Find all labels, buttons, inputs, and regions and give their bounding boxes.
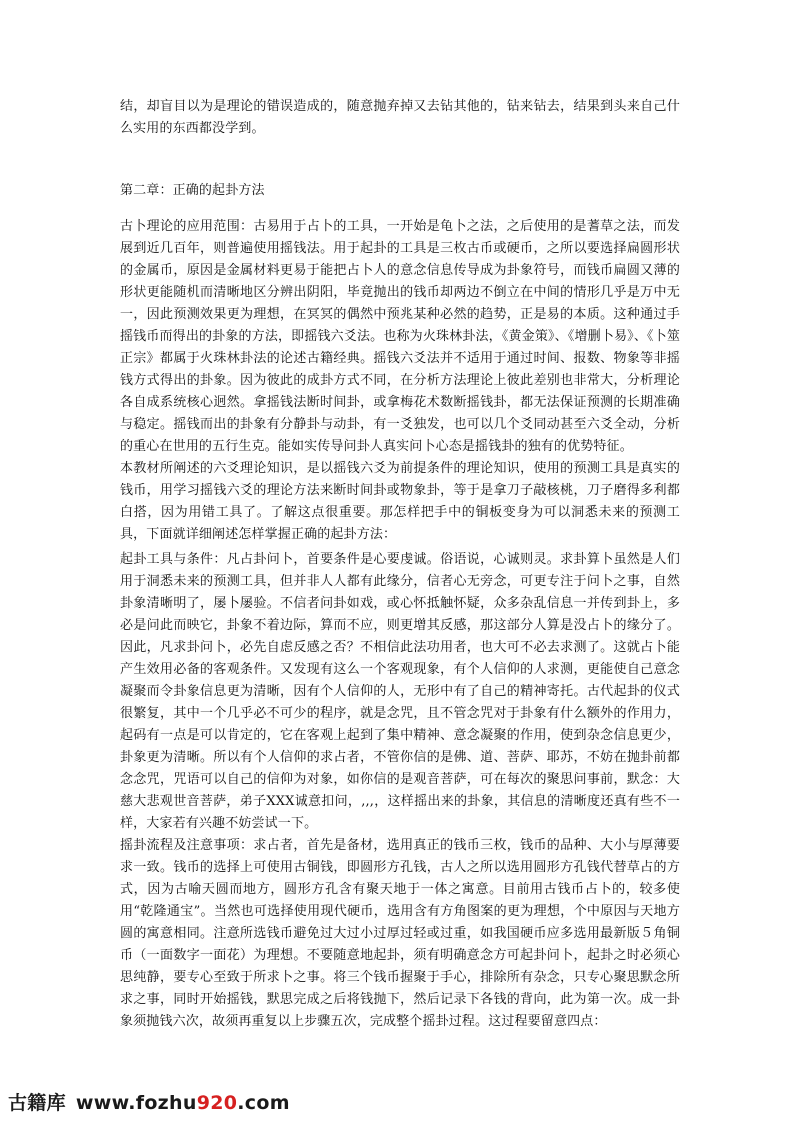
chapter-heading: 第二章：正确的起卦方法 [120,183,265,198]
watermark-url-number: 920 [196,1092,238,1114]
body-paragraph: 本教材所阐述的六爻理论知识，是以摇钱六爻为前提条件的理论知识，使用的预测工具是真实的钱币，用学习摇钱六爻的理论方法来断时间卦或物象卦，等于是拿刀子敲核桃，刀子磨得多利都白搭，因为用错工具了。了解这点很重要。那怎样把手中的铜板变身为可以洞悉未来的预测工具，下面就详细阐述怎样掌握正确的起卦方法： [120,461,680,542]
site-watermark [8,1088,290,1118]
body-paragraph: 古卜理论的应用范围：古易用于占卜的工具，一开始是龟卜之法，之后使用的是蓍草之法，而发展到近几百年，则普遍使用摇钱法。用于起卦的工具是三枚古币或硬币，之所以要选择扁圆形状的金属币，原因是金属材料更易于能把占卜人的意念信息传导成为卦象符号，而钱币扁圆又薄的形状更能随机而清晰地区分辨出阴阳，毕竟抛出的钱币却两边不倒立在中间的情形几乎是万中无一，因此预测效果更为理想，在冥冥的偶然中预兆某种必然的趋势，正是易的本质。这种通过手摇钱币而得出的卦象的方法，即摇钱六爻法。也称为火珠林卦法，《黄金策》、《增删卜易》、《卜筮正宗》都属于火珠林卦法的论述古籍经典。摇钱六爻法并不适用于通过时间、报数、物象等非摇钱方式得出的卦象。因为彼此的成卦方式不同，在分析方法理论上彼此差别也非常大，分析理论各自成系统核心迥然。拿摇钱法断时间卦，或拿梅花术数断摇钱卦，都无法保证预测的长期准确与稳定。摇钱而出的卦象有分静卦与动卦，有一爻独发，也可以几个爻同动甚至六爻全动，分析的重心在世用的五行生克。能如实传导问卦人真实问卜心态是摇钱卦的独有的优势特征。 [120,219,680,454]
body-paragraph: 起卦工具与条件：凡占卦问卜，首要条件是心要虔诚。俗语说，心诚则灵。求卦算卜虽然是人们用于洞悉未来的预测工具，但并非人人都有此缘分，信者心无旁念，可更专注于问卜之事，自然卦象清晰明了，屡卜屡验。不信者问卦如戏，或心怀抵触怀疑，众多杂乱信息一并传到卦上，多必是问此而映它，卦象不着边际，算而不应，则更增其反感，那这部分人算是没占卜的缘分了。因此，凡求卦问卜，必先自虑反感之否？不相信此法功用者，也大可不必去求测了。这就占卜能产生效用必备的客观条件。又发现有这么一个客观现象，有个人信仰的人求测，更能使自己意念凝聚而令卦象信息更为清晰，因有个人信仰的人，无形中有了自己的精神寄托。古代起卦的仪式很繁复，其中一个几乎必不可少的程序，就是念咒，且不管念咒对于卦象有什么额外的作用力，起码有一点是可以肯定的，它在客观上起到了集中精神、意念凝聚的作用，使到杂念信息更少，卦象更为清晰。所以有个人信仰的求占者，不管你信的是佛、道、菩萨、耶苏，不妨在抛卦前都念念咒，咒语可以自己的信仰为对象，如你信的是观音菩萨，可在每次的聚思问事前，默念：大慈大悲观世音菩萨，弟子XXX诚意扣问，,,,，这样摇出来的卦象，其信息的清晰度还真有些不一样，大家若有兴趣不妨尝试一下。 [120,552,680,831]
section-theory-scope [120,216,680,546]
watermark-brand: 古籍库 [8,1092,66,1114]
section-tools-and-process [120,549,680,1033]
chapter-heading-block [120,180,680,202]
body-paragraph: 摇卦流程及注意事项：求占者，首先是备材，选用真正的钱币三枚，钱币的品种、大小与厚薄要求一致。钱币的选择上可使用古铜钱，即圆形方孔钱，古人之所以选用圆形方孔钱代替草占的方式，因为古喻天圆而地方，圆形方孔含有聚天地于一体之寓意。目前用古钱币占卜的，较多使用“乾隆通宝”。当然也可选择使用现代硬币，选用含有方角图案的更为理想，个中原因与天地方圆的寓意相同。注意所选钱币避免过大过小过厚过轻或过重，如我国硬币应多选用最新版５角铜币（一面数字一面花）为理想。不要随意地起卦，须有明确意念方可起卦问卜，起卦之时必须心思纯静，要专心至致于所求卜之事。将三个钱币握聚于手心，排除所有杂念，只专心聚思默念所求之事，同时开始摇钱，默思完成之后将钱抛下，然后记录下各钱的背向，此为第一次。成一卦象须抛钱六次，故须再重复以上步骤五次，完成整个摇卦过程。这过程要留意四点： [120,838,680,1029]
watermark-url-prefix: www.fozhu [75,1092,197,1114]
intro-paragraph: 结，却盲目以为是理论的错误造成的，随意抛弃掉又去钻其他的，钻来钻去，结果到头来自己什么实用的东西都没学到。 [120,99,680,136]
watermark-url-suffix: .com [237,1092,290,1114]
intro-paragraph-block [120,96,680,140]
